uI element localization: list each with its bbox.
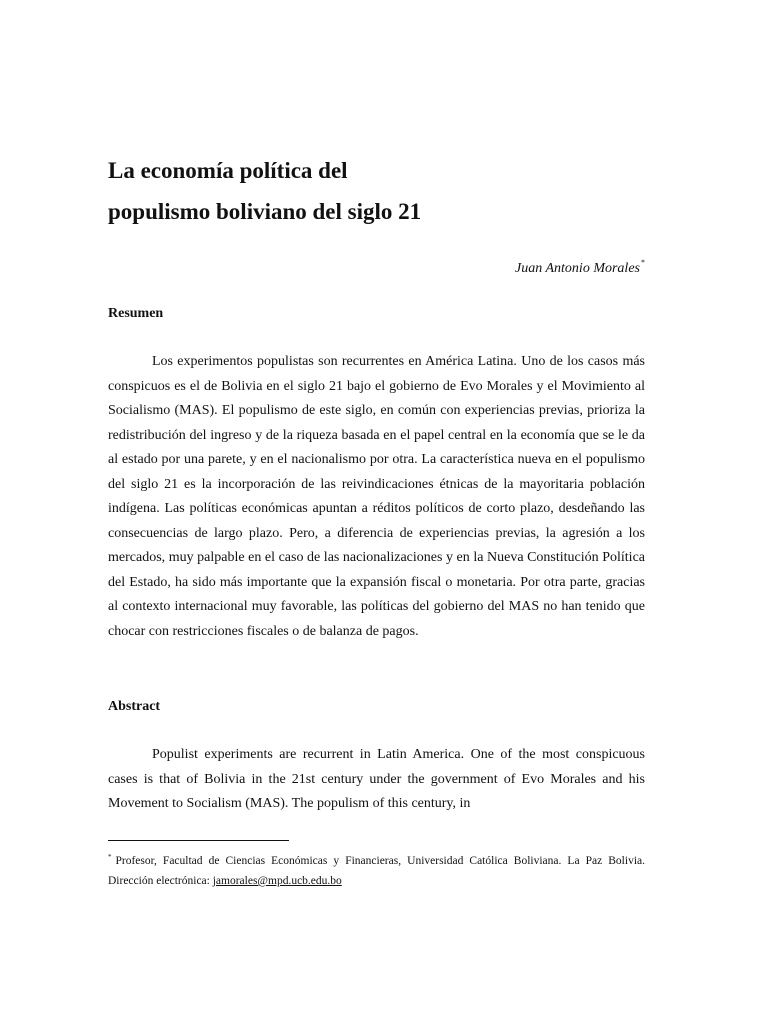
- resumen-paragraph: Los experimentos populistas son recurrentes en América Latina. Uno de los casos más conspicuos es el de Bolivia en el siglo 21 bajo el gobierno de Evo Morales y el Movimiento al Socialismo (MAS). El populismo de este siglo, en común con experiencias previas, prioriza la redistribución del ingreso y de la riqueza basada en el papel central en la economía que se le da al estado por una parete, y en el nacionalismo por otra. La característica nueva en el populismo del siglo 21 es la incorporación de las reivindicaciones étnicas de la mayoritaria población indígena. Las políticas económicas apuntan a réditos políticos de corto plazo, desdeñando las consecuencias de largo plazo. Pero, a diferencia de experiencias previas, la agresión a los mercados, muy palpable en el caso de las nacionalizaciones y en la Nueva Constitución Política del Estado, ha sido más importante que la expansión fiscal o monetaria. Por otra parte, gracias al contexto internacional muy favorable, las políticas del gobierno del MAS no han tenido que chocar con restricciones fiscales o de balanza de pagos.: [108, 354, 645, 639]
- resumen-heading: Resumen: [108, 306, 164, 321]
- footnote-text: Profesor, Facultad de Ciencias Económicas y Financieras, Universidad Católica Boliviana. La Paz Bolivia. Dirección electrónica:: [108, 855, 645, 887]
- footnote-separator: [108, 840, 289, 841]
- abstract-paragraph: Populist experiments are recurrent in Latin America. One of the most conspicuous cases is that of Bolivia in the 21st century under the government of Evo Morales and his Movement to Socialism (MAS). The populism of this century, in: [108, 747, 645, 811]
- footnote: [108, 851, 645, 891]
- author-email-link[interactable]: jamorales@mpd.ucb.edu.bo: [212, 875, 342, 887]
- paper-title: [108, 150, 668, 232]
- author-footnote-marker[interactable]: *: [641, 258, 645, 267]
- paper-title-line-2: populismo boliviano del siglo 21: [108, 199, 422, 224]
- author-name: Juan Antonio Morales: [515, 261, 640, 276]
- paper-title-line-1: La economía política del: [108, 158, 348, 183]
- footnote-marker: *: [108, 853, 112, 861]
- author-line: [515, 259, 645, 279]
- abstract-heading: Abstract: [108, 699, 161, 714]
